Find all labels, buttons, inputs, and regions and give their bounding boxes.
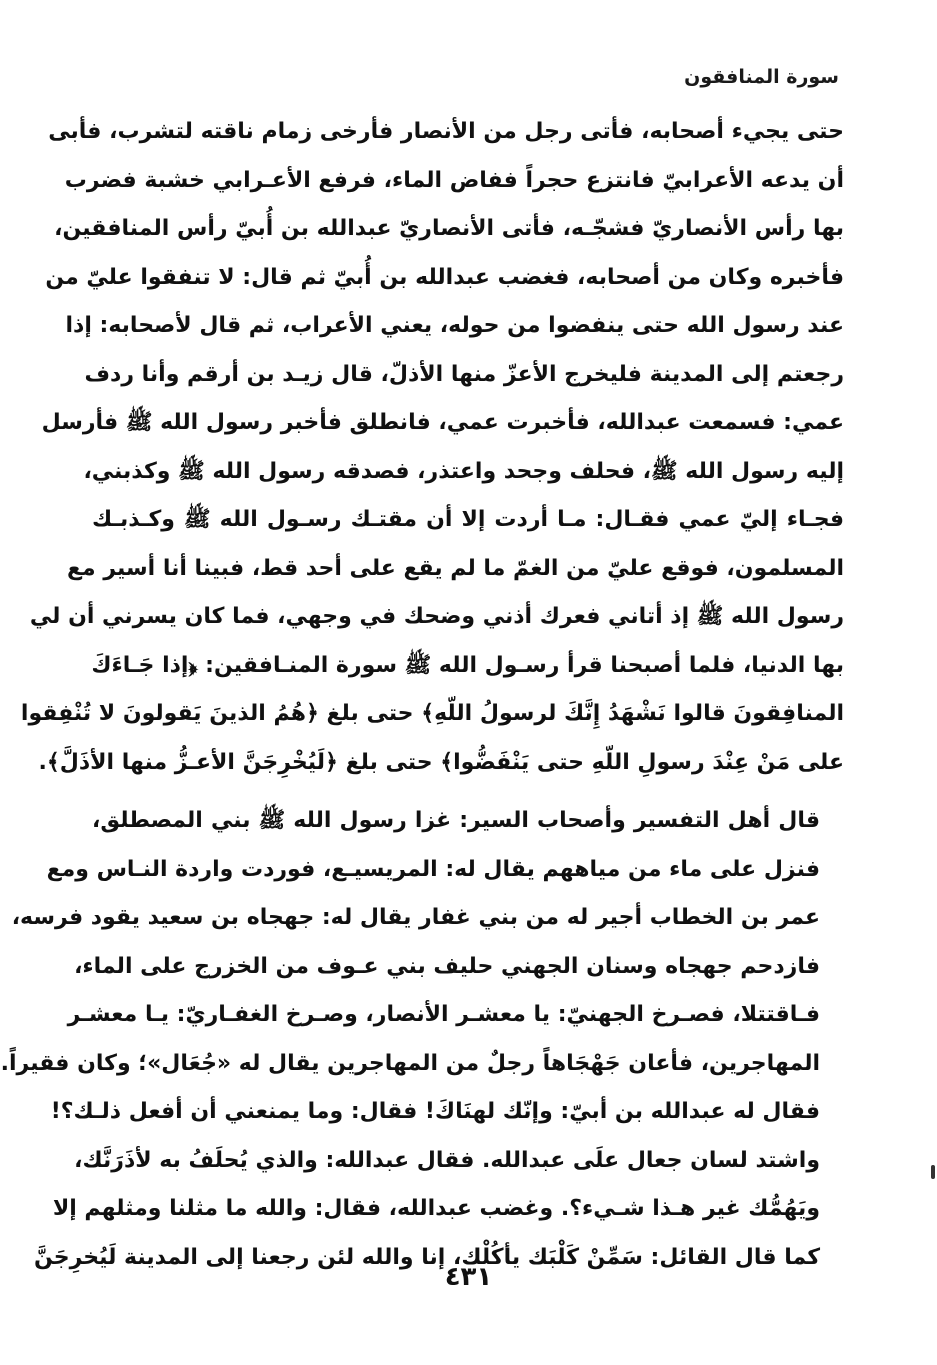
text-line: على مَنْ عِنْدَ رسولِ اللّهِ حتى يَنْفَضُّوا﴾ حتى بلغ ﴿لَيُخْرِجَنَّ الأعـزُّ منها الأذَلَّ﴾. [38, 749, 844, 775]
text-line: المنافِقونَ قالوا نَشْهَدُ إِنَّكَ لرسولُ اللّهِ﴾ حتى بلغ ﴿هُمُ الذينَ يَقولونَ لا تُنْفِقوا [20, 701, 844, 726]
text-line: عمي: فسمعت عبدالله، فأخبرت عمي، فانطلق فأخبر رسول الله ﷺ فأرسل [41, 410, 844, 435]
text-line: فأخبره وكان من أصحابه، فغضب عبدالله بن أُبيّ ثم قال: لا تنفقوا عليّ من [45, 264, 844, 290]
paragraph-1 [20, 108, 844, 787]
text-line: فجـاء إليّ عمي فقـال: مـا أردت إلا أن مقتـك رسـول الله ﷺ وكـذبـك [92, 507, 844, 532]
body-text [0, 108, 844, 1282]
text-line: المسلمون، فوقع عليّ من الغمّ ما لم يقع على أحد قط، فبينا أنا أسير مع [67, 555, 844, 581]
text-line: فنزل على ماء من مياههم يقال له: المريسيـع، فوردت واردة النـاس ومع [46, 856, 820, 882]
text-line: إليه رسول الله ﷺ، فحلف وجحد واعتذر، فصدقه رسول الله ﷺ وكذبني، [83, 458, 844, 484]
text-line: واشتد لسان جعال علَى عبدالله. فقال عبدالله: والذي يُحلَفُ به لأذَرَنَّك، [74, 1147, 820, 1173]
text-line: المهاجرين، فأعان جَهْجَاهاً رجلٌ من المهاجرين يقال له «جُعَال»؛ وكان فقيراً. [0, 1050, 820, 1076]
text-line: فازدحم جهجاه وسنان الجهني حليف بني عـوف من الخزرج على الماء، [74, 953, 820, 979]
text-line: كما قال القائل: سَمِّنْ كَلْبَك يأكُلْك، إنا والله لئن رجعنا إلى المدينة لَيُخرِجَنَّ [33, 1244, 820, 1270]
text-line: فـاقتتلا، فصـرخ الجهنيّ: يا معشـر الأنصار، وصـرخ الغفـاريّ: يـا معشـر [67, 1002, 820, 1027]
text-line: فقال له عبدالله بن أبيّ: وإنّك لهنَاكَ! فقال: وما يمنعني أن أفعل ذلـك؟! [50, 1099, 820, 1124]
text-line: ويَهُمُّك غير هـذا شـيء؟. وغضب عبدالله، فقال: والله ما مثلنا ومثلهم إلا [52, 1196, 820, 1221]
text-line: عند رسول الله حتى ينفضوا من حوله، يعني الأعراب، ثم قال لأصحابه: إذا [65, 313, 844, 338]
text-line: عمر بن الخطاب أجير له من بني غفار يقال له: جهجاه بن سعيد يقود فرسه، [11, 905, 820, 930]
running-header: سورة المنافقون [684, 66, 839, 88]
scan-edge-mark [931, 1165, 935, 1179]
page-number: ٤٣١ [444, 1262, 493, 1292]
text-line: رسول الله ﷺ إذ أتاني فعرك أذني وضحك في وجهي، فما كان يسرني أن لي [29, 604, 844, 629]
paragraph-2 [0, 797, 844, 1282]
text-line: أن يدعه الأعرابيّ فانتزع حجراً ففاض الماء، فرفع الأعـرابي خشبة فضرب [64, 167, 844, 193]
text-line: قال أهل التفسير وأصحاب السير: غزا رسول الله ﷺ بني المصطلق، [92, 808, 820, 833]
text-line: بها الدنيا، فلما أصبحنا قرأ رسـول الله ﷺ سورة المنـافقين: ﴿إذا جَـاءَكَ [91, 652, 844, 678]
text-line: حتى يجيء أصحابه، فأتى رجل من الأنصار فأرخى زمام ناقته لتشرب، فأبى [48, 119, 844, 144]
text-line: رجعتم إلى المدينة فليخرج الأعزّ منها الأذلّ، قال زيـد بن أرقم وأنا ردف [84, 361, 844, 387]
text-line: بها رأس الأنصاريّ فشجّـه، فأتى الأنصاريّ عبدالله بن أُبيّ رأس المنافقين، [54, 216, 844, 241]
